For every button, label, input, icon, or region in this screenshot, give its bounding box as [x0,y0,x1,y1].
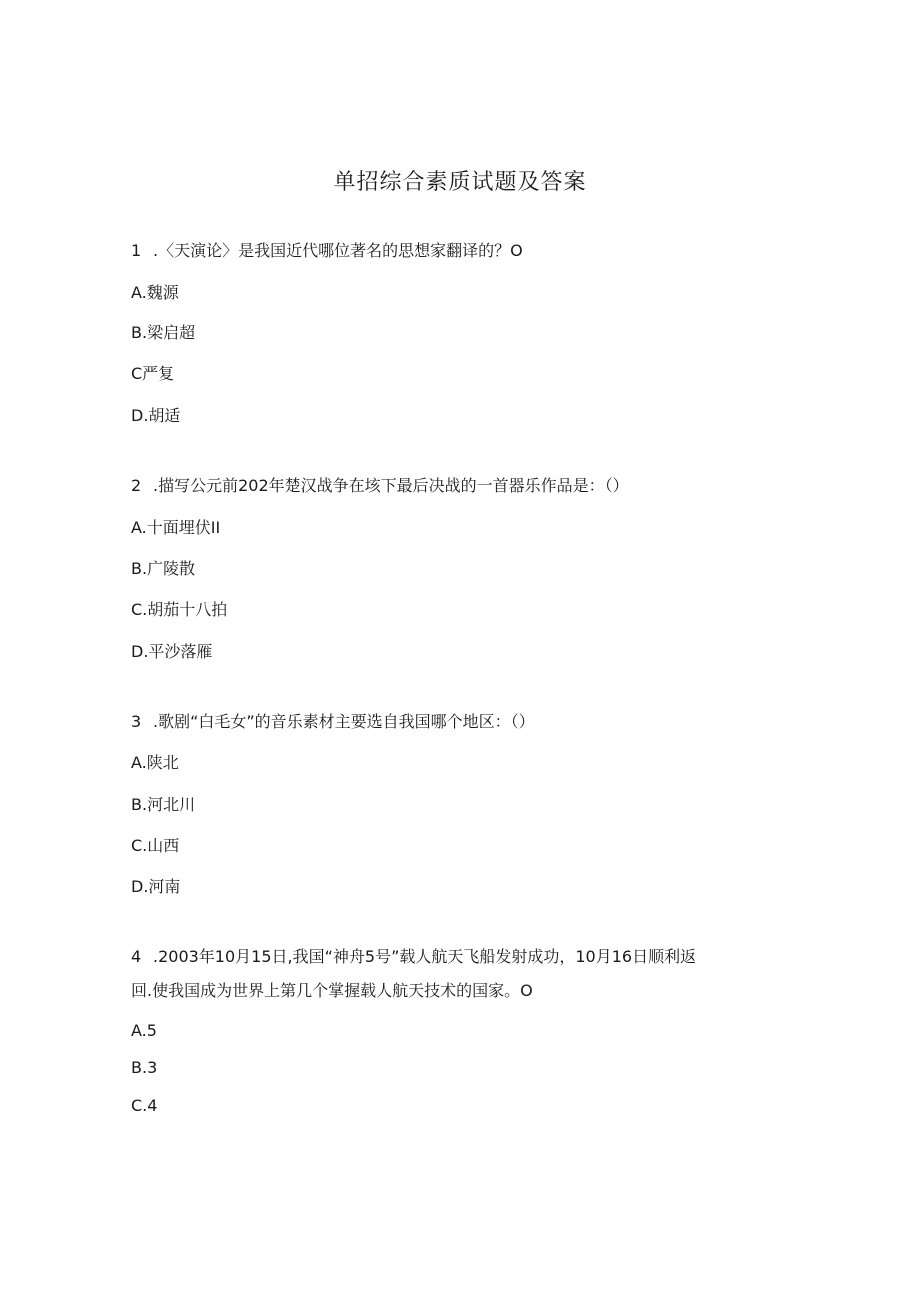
question-2 [131,475,629,497]
option-4c: C.4 [131,1096,158,1115]
question-text: .2003年10月15日,我国“神舟5号”载人航天飞船发射成功，10月16日顺利返 [153,947,697,966]
option-2b: B.广陵散 [131,559,196,578]
question-1 [131,240,523,262]
option-1a: A.魏源 [131,283,179,302]
question-4-continuation: 回.使我国成为世界上第几个掌握载人航天技术的国家。O [131,981,533,1000]
option-1b: B.梁启超 [131,323,196,342]
question-number: 2 [131,476,142,495]
question-number: 1 [131,241,142,260]
option-3b: B.河北川 [131,795,196,814]
question-3 [131,711,535,733]
document-title: 单招综合素质试题及答案 [333,170,587,195]
question-text: .描写公元前202年楚汉战争在垓下最后决战的一首器乐作品是：（） [153,476,629,495]
option-1d: D.胡适 [131,406,181,425]
option-1c: C严复 [131,364,175,383]
option-4b: B.3 [131,1058,158,1077]
option-2c: C.胡茄十八拍 [131,600,228,619]
question-text: .歌剧“白毛女”的音乐素材主要选自我国哪个地区：（） [153,712,535,731]
option-2a: A.十面埋伏II [131,518,221,537]
option-4a: A.5 [131,1021,157,1040]
option-3c: C.山西 [131,836,180,855]
option-3d: D.河南 [131,877,181,896]
question-number: 3 [131,712,142,731]
option-2d: D.平沙落雁 [131,642,213,661]
option-3a: A.陕北 [131,753,179,772]
question-text: .〈天演论〉是我国近代哪位著名的思想家翻译的？O [153,241,523,260]
question-4 [131,946,696,968]
question-number: 4 [131,947,142,966]
